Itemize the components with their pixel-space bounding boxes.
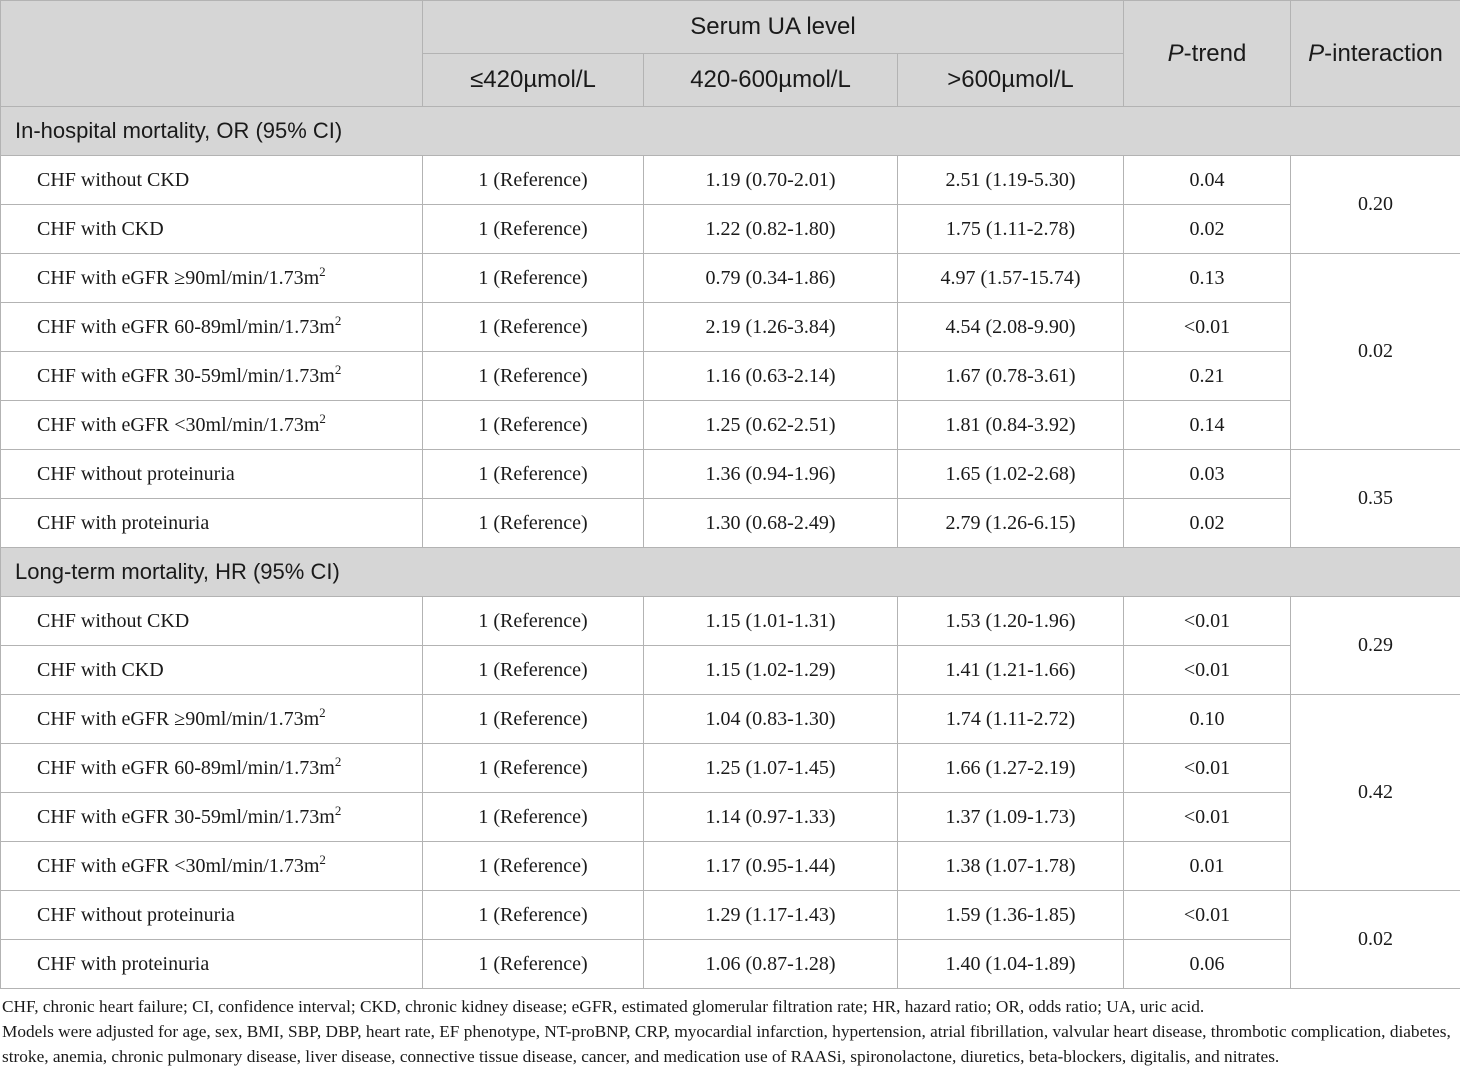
- cell-le420: 1 (Reference): [423, 891, 644, 940]
- table-row: [1, 744, 1460, 793]
- cell-le420: 1 (Reference): [423, 695, 644, 744]
- row-label-text: CHF without CKD: [37, 609, 190, 632]
- cell-p-interaction: 0.20: [1291, 156, 1460, 254]
- cell-gt600: 4.54 (2.08-9.90): [898, 303, 1124, 352]
- table-footnotes: [2, 994, 1458, 1069]
- cell-420-600: 1.04 (0.83-1.30): [644, 695, 898, 744]
- cell-p-interaction: 0.02: [1291, 254, 1460, 450]
- header-col-gt600: >600µmol/L: [898, 54, 1124, 107]
- cell-gt600: 1.74 (1.11-2.72): [898, 695, 1124, 744]
- table-header: [1, 1, 1460, 107]
- section-title: Long-term mortality, HR (95% CI): [1, 548, 1460, 597]
- row-label: [1, 156, 423, 205]
- table-body: [1, 107, 1460, 989]
- cell-gt600: 1.81 (0.84-3.92): [898, 401, 1124, 450]
- cell-p-trend: 0.10: [1124, 695, 1291, 744]
- cell-gt600: 1.37 (1.09-1.73): [898, 793, 1124, 842]
- row-label-superscript: 2: [334, 312, 342, 328]
- footnote-abbreviations: CHF, chronic heart failure; CI, confidence interval; CKD, chronic kidney disease; eGFR, estimated glomerular filtration rate; HR, hazard ratio; OR, odds ratio; UA, uric acid.: [2, 997, 1205, 1016]
- row-label: [1, 646, 423, 695]
- header-empty-cell: [1, 1, 423, 107]
- cell-420-600: 1.15 (1.01-1.31): [644, 597, 898, 646]
- header-p-trend: P-trend: [1124, 1, 1291, 107]
- cell-le420: 1 (Reference): [423, 646, 644, 695]
- cell-420-600: 1.16 (0.63-2.14): [644, 352, 898, 401]
- row-label-superscript: 2: [334, 753, 342, 769]
- cell-420-600: 1.30 (0.68-2.49): [644, 499, 898, 548]
- row-label: [1, 842, 423, 891]
- cell-420-600: 1.25 (0.62-2.51): [644, 401, 898, 450]
- cell-420-600: 2.19 (1.26-3.84): [644, 303, 898, 352]
- row-label-superscript: 2: [319, 851, 326, 867]
- row-label-text: CHF with eGFR <30ml/min/1.73m: [37, 854, 320, 877]
- row-label-text: CHF with eGFR <30ml/min/1.73m: [37, 413, 320, 436]
- cell-le420: 1 (Reference): [423, 744, 644, 793]
- table-row: [1, 891, 1460, 940]
- row-label-text: CHF with proteinuria: [37, 952, 210, 975]
- row-label-superscript: 2: [334, 361, 342, 377]
- cell-le420: 1 (Reference): [423, 450, 644, 499]
- cell-p-trend: 0.06: [1124, 940, 1291, 989]
- cell-le420: 1 (Reference): [423, 352, 644, 401]
- cell-p-interaction: 0.29: [1291, 597, 1460, 695]
- table-row: [1, 793, 1460, 842]
- row-label-text: CHF without CKD: [37, 168, 190, 191]
- row-label-superscript: 2: [319, 263, 326, 279]
- table-row: [1, 842, 1460, 891]
- cell-gt600: 1.65 (1.02-2.68): [898, 450, 1124, 499]
- header-col-le420: ≤420µmol/L: [423, 54, 644, 107]
- cell-gt600: 1.38 (1.07-1.78): [898, 842, 1124, 891]
- cell-gt600: 4.97 (1.57-15.74): [898, 254, 1124, 303]
- cell-le420: 1 (Reference): [423, 842, 644, 891]
- cell-gt600: 1.75 (1.11-2.78): [898, 205, 1124, 254]
- table-row: [1, 254, 1460, 303]
- row-label-superscript: 2: [319, 410, 326, 426]
- row-label-text: CHF with eGFR 60-89ml/min/1.73m: [37, 756, 335, 779]
- cell-p-interaction: 0.35: [1291, 450, 1460, 548]
- cell-420-600: 1.29 (1.17-1.43): [644, 891, 898, 940]
- cell-gt600: 2.51 (1.19-5.30): [898, 156, 1124, 205]
- cell-p-interaction: 0.02: [1291, 891, 1460, 989]
- row-label-text: CHF without proteinuria: [37, 903, 235, 926]
- cell-gt600: 1.53 (1.20-1.96): [898, 597, 1124, 646]
- cell-le420: 1 (Reference): [423, 940, 644, 989]
- row-label-text: CHF with CKD: [37, 658, 164, 681]
- header-col-420-600: 420-600µmol/L: [644, 54, 898, 107]
- cell-le420: 1 (Reference): [423, 303, 644, 352]
- cell-420-600: 1.06 (0.87-1.28): [644, 940, 898, 989]
- row-label-text: CHF without proteinuria: [37, 462, 235, 485]
- table-row: [1, 450, 1460, 499]
- cell-p-trend: <0.01: [1124, 744, 1291, 793]
- row-label: [1, 401, 423, 450]
- row-label-text: CHF with CKD: [37, 217, 164, 240]
- cell-p-trend: 0.04: [1124, 156, 1291, 205]
- row-label-text: CHF with eGFR 30-59ml/min/1.73m: [37, 805, 335, 828]
- row-label: [1, 450, 423, 499]
- table-row: [1, 205, 1460, 254]
- cell-420-600: 1.14 (0.97-1.33): [644, 793, 898, 842]
- row-label: [1, 205, 423, 254]
- cell-le420: 1 (Reference): [423, 793, 644, 842]
- table-row: [1, 940, 1460, 989]
- row-label: [1, 499, 423, 548]
- row-label: [1, 695, 423, 744]
- header-p-interaction: P-interaction: [1291, 1, 1460, 107]
- table-row: [1, 303, 1460, 352]
- row-label-text: CHF with eGFR ≥90ml/min/1.73m: [37, 266, 320, 289]
- table-row: [1, 499, 1460, 548]
- section-header-row: [1, 107, 1460, 156]
- row-label: [1, 597, 423, 646]
- section-title: In-hospital mortality, OR (95% CI): [1, 107, 1460, 156]
- table-row: [1, 352, 1460, 401]
- row-label-text: CHF with eGFR 60-89ml/min/1.73m: [37, 315, 335, 338]
- table-row: [1, 156, 1460, 205]
- row-label: [1, 793, 423, 842]
- cell-le420: 1 (Reference): [423, 401, 644, 450]
- row-label-text: CHF with eGFR 30-59ml/min/1.73m: [37, 364, 335, 387]
- cell-420-600: 0.79 (0.34-1.86): [644, 254, 898, 303]
- table-row: [1, 646, 1460, 695]
- cell-gt600: 1.66 (1.27-2.19): [898, 744, 1124, 793]
- footnote-adjustment: Models were adjusted for age, sex, BMI, SBP, DBP, heart rate, EF phenotype, NT-proBNP, CRP, myocardial infarction, hypertension, atrial fibrillation, valvular heart disease, thrombotic complication, diabetes, stroke, anemia, chronic pulmonary disease, liver disease, connective tissue disease, cancer, and medication use of RAASi, spironolactone, diuretics, beta-blockers, digitalis, and nitrates.: [2, 1022, 1451, 1066]
- table-row: [1, 597, 1460, 646]
- cell-p-trend: 0.02: [1124, 499, 1291, 548]
- table-row: [1, 695, 1460, 744]
- cell-le420: 1 (Reference): [423, 254, 644, 303]
- cell-p-trend: 0.14: [1124, 401, 1291, 450]
- section-header-row: [1, 548, 1460, 597]
- cell-420-600: 1.17 (0.95-1.44): [644, 842, 898, 891]
- cell-p-trend: 0.21: [1124, 352, 1291, 401]
- cell-p-trend: 0.02: [1124, 205, 1291, 254]
- cell-420-600: 1.25 (1.07-1.45): [644, 744, 898, 793]
- cell-420-600: 1.15 (1.02-1.29): [644, 646, 898, 695]
- row-label: [1, 891, 423, 940]
- cell-gt600: 1.40 (1.04-1.89): [898, 940, 1124, 989]
- cell-gt600: 2.79 (1.26-6.15): [898, 499, 1124, 548]
- cell-le420: 1 (Reference): [423, 597, 644, 646]
- cell-420-600: 1.22 (0.82-1.80): [644, 205, 898, 254]
- row-label-text: CHF with eGFR ≥90ml/min/1.73m: [37, 707, 320, 730]
- cell-gt600: 1.59 (1.36-1.85): [898, 891, 1124, 940]
- row-label: [1, 940, 423, 989]
- row-label: [1, 303, 423, 352]
- cell-p-trend: <0.01: [1124, 646, 1291, 695]
- row-label-text: CHF with proteinuria: [37, 511, 210, 534]
- cell-p-trend: 0.13: [1124, 254, 1291, 303]
- cell-p-trend: <0.01: [1124, 891, 1291, 940]
- cell-p-trend: 0.03: [1124, 450, 1291, 499]
- cell-420-600: 1.36 (0.94-1.96): [644, 450, 898, 499]
- cell-gt600: 1.41 (1.21-1.66): [898, 646, 1124, 695]
- cell-le420: 1 (Reference): [423, 156, 644, 205]
- cell-le420: 1 (Reference): [423, 205, 644, 254]
- row-label: [1, 352, 423, 401]
- row-label-superscript: 2: [334, 802, 342, 818]
- row-label: [1, 254, 423, 303]
- cell-p-trend: <0.01: [1124, 303, 1291, 352]
- cell-p-trend: <0.01: [1124, 793, 1291, 842]
- cell-gt600: 1.67 (0.78-3.61): [898, 352, 1124, 401]
- header-serum-ua-level: Serum UA level: [423, 1, 1124, 54]
- row-label-superscript: 2: [319, 704, 326, 720]
- cell-p-trend: <0.01: [1124, 597, 1291, 646]
- cell-420-600: 1.19 (0.70-2.01): [644, 156, 898, 205]
- cell-le420: 1 (Reference): [423, 499, 644, 548]
- row-label: [1, 744, 423, 793]
- cell-p-trend: 0.01: [1124, 842, 1291, 891]
- table-row: [1, 401, 1460, 450]
- cell-p-interaction: 0.42: [1291, 695, 1460, 891]
